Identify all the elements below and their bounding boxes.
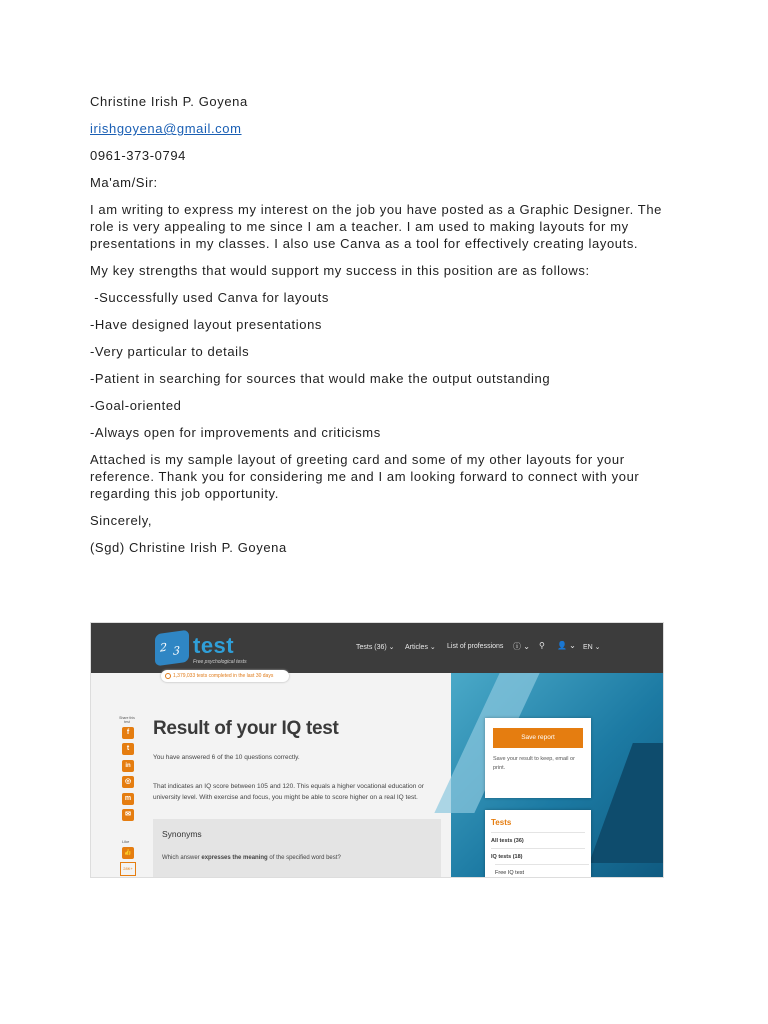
facebook-icon[interactable]: f (122, 727, 134, 739)
strength-item: -Successfully used Canva for layouts (90, 290, 329, 305)
intro-paragraph: I am writing to express my interest on the job you have posted as a Graphic Designer. The role is very appealing to me since I am a teacher. I am used to making layouts for my presentations in my classes. I also use Canva as a tool for effectively creating layouts. (90, 202, 662, 251)
search-icon[interactable]: ⚲ (539, 641, 545, 650)
sender-name: Christine Irish P. Goyena (90, 94, 248, 109)
strength-item: -Patient in searching for sources that would make the output outstanding (90, 371, 551, 386)
tests-count-badge: 1,379,033 tests completed in the last 30 days (161, 670, 289, 682)
signature: (Sgd) Christine Irish P. Goyena (90, 540, 287, 555)
strength-item: -Goal-oriented (90, 398, 182, 413)
save-report-text: Save your result to keep, email or print. (493, 756, 575, 771)
phone-number: 0961-373-0794 (90, 148, 186, 163)
result-description: That indicates an IQ score between 105 and 120. This equals a higher vocational education or university level. With exercise and focus, you might be able to score higher on a real IQ test. (153, 783, 424, 801)
logo-text[interactable]: test (193, 633, 235, 658)
embedded-screenshot (90, 622, 664, 878)
tests-link-all[interactable]: All tests (36) (491, 832, 585, 844)
nav-professions[interactable]: List of professions (447, 643, 504, 650)
strengths-intro: My key strengths that would support my success in this position are as follows: (90, 263, 590, 278)
cover-letter (90, 93, 680, 566)
messenger-icon[interactable]: m (122, 793, 134, 805)
salutation: Ma'am/Sir: (90, 175, 158, 190)
strength-item: -Very particular to details (90, 344, 250, 359)
like-count: 28K+ (120, 862, 136, 876)
strength-item: -Have designed layout presentations (90, 317, 323, 332)
thumbs-up-icon[interactable]: 👍 (122, 847, 134, 859)
result-title: Result of your IQ test (153, 718, 339, 739)
synonyms-question: Which answer expresses the meaning of the specified word best? (162, 855, 341, 861)
twitter-icon[interactable]: t (122, 743, 134, 755)
tests-card (485, 810, 591, 878)
closing-paragraph: Attached is my sample layout of greeting card and some of my other layouts for your reference. Thank you for considering me and I am looking forward to connect with your regarding this job opportunity. (90, 452, 640, 501)
language-select[interactable]: EN ⌄ (583, 644, 601, 651)
instagram-icon[interactable]: ◎ (122, 776, 134, 788)
email-link[interactable]: irishgoyena@gmail.com (90, 121, 242, 136)
info-icon[interactable]: ⓘ ⌄ (513, 642, 530, 651)
strengths-list (90, 289, 680, 441)
share-label: Share this test (119, 716, 135, 724)
logo-tagline: Free psychological tests (193, 659, 247, 665)
tests-link-iq[interactable]: IQ tests (18) (491, 848, 585, 860)
closing: Sincerely, (90, 513, 153, 528)
save-report-card (485, 718, 591, 798)
site-navbar (91, 623, 664, 673)
mail-icon[interactable]: ✉ (122, 809, 134, 821)
tests-card-title: Tests (491, 818, 512, 827)
dice-logo-icon[interactable]: 2 3 (155, 630, 189, 667)
linkedin-icon[interactable]: in (122, 760, 134, 772)
tests-link-free-iq[interactable]: Free IQ test (495, 864, 589, 876)
nav-tests[interactable]: Tests (36) ⌄ (356, 644, 395, 651)
nav-articles[interactable]: Articles ⌄ (405, 644, 436, 651)
clock-icon (165, 673, 171, 679)
like-label: Like (122, 839, 130, 844)
synonyms-title: Synonyms (162, 829, 202, 839)
synonyms-section (153, 819, 441, 878)
save-report-button[interactable]: Save report (493, 728, 583, 748)
user-icon[interactable]: 👤 ⌄ (557, 641, 576, 650)
result-summary: You have answered 6 of the 10 questions correctly. (153, 754, 300, 761)
strength-item: -Always open for improvements and criticisms (90, 425, 381, 440)
